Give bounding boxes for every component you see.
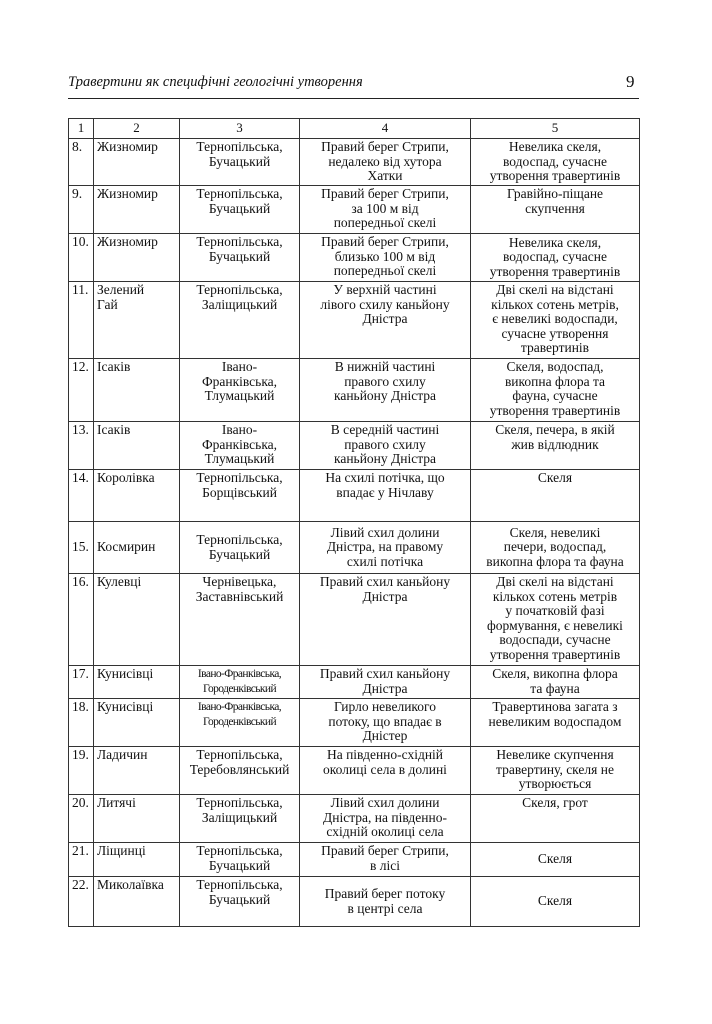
table-row	[69, 699, 640, 747]
table-row	[69, 282, 640, 359]
site-location: В середній частині правого схилу каньйону Дністра	[300, 422, 471, 470]
settlement-name: Миколаївка	[94, 877, 180, 927]
region-district: Тернопільська, Заліщицький	[180, 282, 300, 359]
region-district: Тернопільська, Бучацький	[180, 522, 300, 574]
region-district: Івано-Франківська, Городенківський	[180, 699, 300, 747]
settlement-name: Королівка	[94, 470, 180, 522]
site-location: Правий схил каньйону Дністра	[300, 666, 471, 699]
column-number: 1	[69, 119, 94, 139]
site-description: Скеля, невеликі печери, водоспад, викопна флора та фауна	[471, 522, 640, 574]
table-row	[69, 795, 640, 843]
settlement-name: Ладичин	[94, 747, 180, 795]
region-district: Івано- Франківська, Тлумацький	[180, 359, 300, 422]
site-description: Скеля	[471, 470, 640, 522]
site-description: Травертинова загата з невеликим водоспадом	[471, 699, 640, 747]
row-number: 20.	[69, 795, 94, 843]
site-location: Правий берег Стрипи, близько 100 м від попередньої скелі	[300, 234, 471, 282]
row-number: 22.	[69, 877, 94, 927]
site-description: Скеля	[471, 877, 640, 927]
settlement-name: Ісаків	[94, 359, 180, 422]
table-row	[69, 877, 640, 927]
site-location: У верхній частині лівого схилу каньйону Дністра	[300, 282, 471, 359]
site-description: Невелика скеля, водоспад, сучасне утворення травертинів	[471, 139, 640, 186]
region-district: Тернопільська, Борщівський	[180, 470, 300, 522]
row-number: 19.	[69, 747, 94, 795]
site-description: Скеля, печера, в якій жив відлюдник	[471, 422, 640, 470]
site-description: Невелика скеля, водоспад, сучасне утворення травертинів	[471, 234, 640, 282]
row-number: 9.	[69, 186, 94, 234]
settlement-name: Ліщинці	[94, 843, 180, 877]
site-location: На схилі потічка, що впадає у Нічлаву	[300, 470, 471, 522]
running-title: Травертини як специфічні геологічні утворення	[68, 74, 363, 90]
row-number: 11.	[69, 282, 94, 359]
row-number: 18.	[69, 699, 94, 747]
site-location: Гирло невеликого потоку, що впадає в Дністер	[300, 699, 471, 747]
site-description: Скеля, водоспад, викопна флора та фауна, сучасне утворення травертинів	[471, 359, 640, 422]
row-number: 8.	[69, 139, 94, 186]
settlement-name: Литячі	[94, 795, 180, 843]
row-number: 14.	[69, 470, 94, 522]
row-number: 10.	[69, 234, 94, 282]
site-description: Невелике скупчення травертину, скеля не утворюється	[471, 747, 640, 795]
column-number: 4	[300, 119, 471, 139]
table-row	[69, 666, 640, 699]
site-description: Дві скелі на відстані кількох сотень метрів, є невеликі водоспади, сучасне утворення травертинів	[471, 282, 640, 359]
row-number: 21.	[69, 843, 94, 877]
column-number-row	[69, 119, 640, 139]
table-row	[69, 574, 640, 666]
row-number: 12.	[69, 359, 94, 422]
site-location: Правий берег Стрипи, недалеко від хутора Хатки	[300, 139, 471, 186]
table-row	[69, 139, 640, 186]
region-district: Тернопільська, Бучацький	[180, 843, 300, 877]
site-description: Скеля, грот	[471, 795, 640, 843]
site-description: Гравійно-піщане скупчення	[471, 186, 640, 234]
column-number: 2	[94, 119, 180, 139]
region-district: Тернопільська, Теребовлянський	[180, 747, 300, 795]
settlement-name: Кулевці	[94, 574, 180, 666]
table-row	[69, 186, 640, 234]
settlement-name: Жизномир	[94, 139, 180, 186]
settlement-name: Ісаків	[94, 422, 180, 470]
table-row	[69, 359, 640, 422]
settlement-name: Кунисівці	[94, 699, 180, 747]
region-district: Тернопільська, Заліщицький	[180, 795, 300, 843]
row-number: 13.	[69, 422, 94, 470]
column-number: 3	[180, 119, 300, 139]
region-district: Тернопільська, Бучацький	[180, 186, 300, 234]
table-row	[69, 843, 640, 877]
table-row	[69, 522, 640, 574]
site-location: Правий берег Стрипи, за 100 м від попередньої скелі	[300, 186, 471, 234]
site-location: На південно-східній околиці села в долині	[300, 747, 471, 795]
region-district: Тернопільська, Бучацький	[180, 877, 300, 927]
settlement-name: Космирин	[94, 522, 180, 574]
table-row	[69, 747, 640, 795]
table-row	[69, 470, 640, 522]
site-description: Скеля, викопна флора та фауна	[471, 666, 640, 699]
table-row	[69, 422, 640, 470]
site-location: В нижній частині правого схилу каньйону Дністра	[300, 359, 471, 422]
site-description: Скеля	[471, 843, 640, 877]
region-district: Івано- Франківська, Тлумацький	[180, 422, 300, 470]
travertine-sites-table	[68, 118, 640, 927]
site-location: Лівий схил долини Дністра, на південно- східній околиці села	[300, 795, 471, 843]
row-number: 16.	[69, 574, 94, 666]
settlement-name: Кунисівці	[94, 666, 180, 699]
region-district: Івано-Франківська, Городенківський	[180, 666, 300, 699]
settlement-name: Жизномир	[94, 186, 180, 234]
region-district: Чернівецька, Заставнівський	[180, 574, 300, 666]
row-number: 17.	[69, 666, 94, 699]
site-location: Лівий схил долини Дністра, на правому схилі потічка	[300, 522, 471, 574]
table-row	[69, 234, 640, 282]
site-description: Дві скелі на відстані кількох сотень метрів у початковій фазі формування, є невеликі водоспади, сучасне утворення травертинів	[471, 574, 640, 666]
region-district: Тернопільська, Бучацький	[180, 139, 300, 186]
header-rule	[68, 98, 639, 99]
settlement-name: Жизномир	[94, 234, 180, 282]
region-district: Тернопільська, Бучацький	[180, 234, 300, 282]
site-location: Правий берег Стрипи, в лісі	[300, 843, 471, 877]
row-number: 15.	[69, 522, 94, 574]
page-number: 9	[626, 72, 635, 91]
settlement-name: Зелений Гай	[94, 282, 180, 359]
column-number: 5	[471, 119, 640, 139]
site-location: Правий берег потоку в центрі села	[300, 877, 471, 927]
site-location: Правий схил каньйону Дністра	[300, 574, 471, 666]
